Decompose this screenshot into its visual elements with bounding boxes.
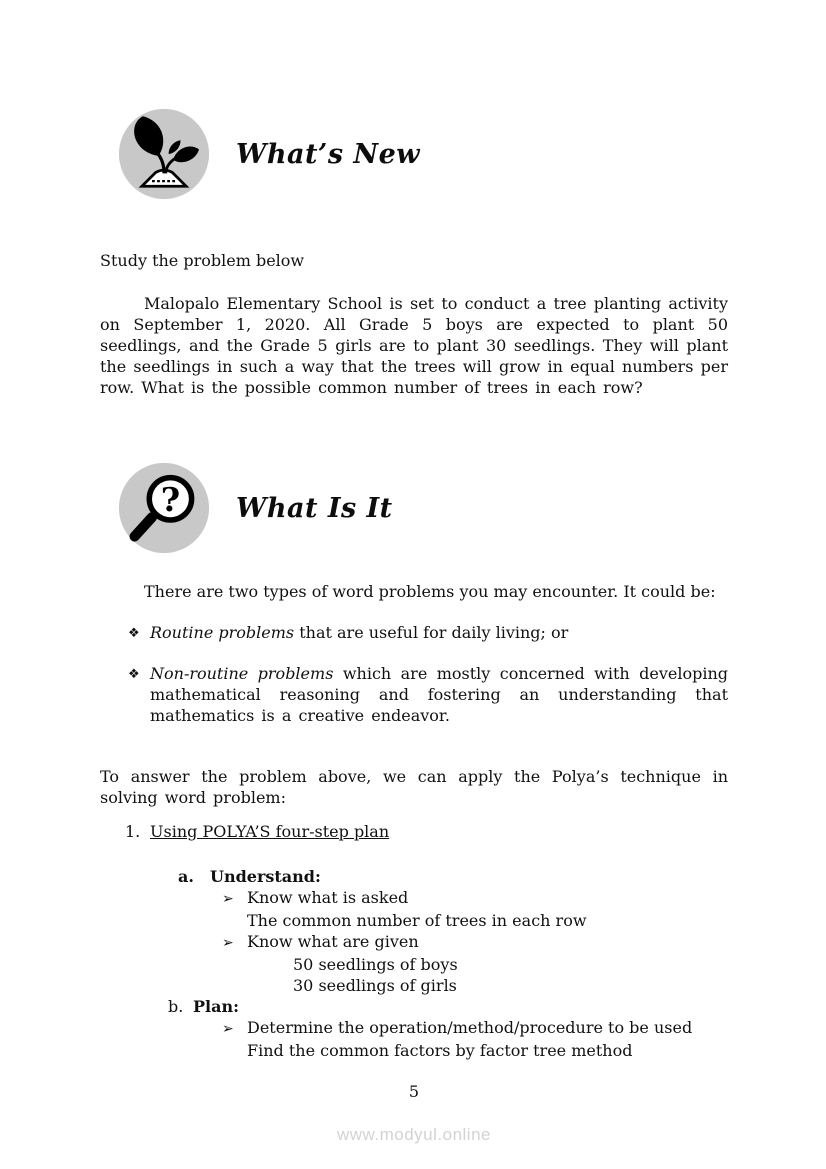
outline-title-plan: Plan: xyxy=(193,997,240,1016)
polya-paragraph: To answer the problem above, we can apply the Polya’s technique in solving word problem: xyxy=(100,767,728,807)
outline-given-line: 50 seedlings of boys xyxy=(293,955,458,974)
outline-label-a: a. xyxy=(178,867,194,886)
what-is-it-section-header xyxy=(118,462,728,554)
whats-new-section-header xyxy=(118,108,728,200)
watermark: www.modyul.online xyxy=(336,1125,491,1144)
page-number: 5 xyxy=(408,1082,420,1101)
bullet-lead: Routine problems xyxy=(150,623,295,642)
diamond-bullet-icon: ❖ xyxy=(128,667,140,682)
outline-title-understand: Understand: xyxy=(210,867,321,886)
arrow-bullet-icon: ➢ xyxy=(222,935,234,951)
item-number: 1. xyxy=(125,822,141,841)
outline-item-sub: The common number of trees in each row xyxy=(247,911,587,930)
problem-types-list xyxy=(100,622,728,726)
intro-line: There are two types of word problems you may encounter. It could be: xyxy=(144,582,716,601)
outline-given-line: 30 seedlings of girls xyxy=(293,976,457,995)
magnifier-question-icon xyxy=(118,462,210,554)
outline-item-text: Know what are given xyxy=(247,932,419,951)
list-item-non-routine xyxy=(100,663,728,726)
outline-item-text: Determine the operation/method/procedure to be used xyxy=(247,1018,693,1037)
list-item-routine xyxy=(100,622,728,643)
polya-outline xyxy=(100,866,728,1061)
outline-item-text: Know what is asked xyxy=(247,888,409,907)
outline-understand-header xyxy=(100,866,728,887)
outline-item xyxy=(100,931,728,954)
bullet-rest: that are useful for daily living; or xyxy=(294,623,569,642)
outline-label-b: b. xyxy=(168,997,184,1016)
diamond-bullet-icon: ❖ xyxy=(128,626,140,641)
bullet-rest: which are mostly concerned with developing mathematical reasoning and fostering an understanding that mathematics is a creative endeavor. xyxy=(150,664,728,725)
seedling-icon xyxy=(118,108,210,200)
study-line: Study the problem below xyxy=(100,251,305,270)
svg-text:?: ? xyxy=(160,479,181,519)
bullet-lead: Non-routine problems xyxy=(150,664,334,683)
outline-item xyxy=(100,1017,728,1040)
outline-item-sub: Find the common factors by factor tree method xyxy=(247,1041,633,1060)
outline-plan-header xyxy=(100,996,728,1017)
what-is-it-title: What Is It xyxy=(236,492,393,524)
problem-paragraph: Malopalo Elementary School is set to conduct a tree planting activity on September 1, 2020. All Grade 5 boys are expected to plant 50 seedlings, and the Grade 5 girls are to plant 30 seedlings. They will plant the seedlings in such a way that the trees will grow in equal numbers per row. What is the possible common number of trees in each row? xyxy=(100,294,728,397)
polya-plan-item xyxy=(100,821,728,842)
outline-item xyxy=(100,887,728,910)
whats-new-title: What’s New xyxy=(236,138,421,170)
arrow-bullet-icon: ➢ xyxy=(222,891,234,907)
polya-plan-heading: Using POLYA’S four-step plan xyxy=(150,822,390,841)
arrow-bullet-icon: ➢ xyxy=(222,1021,234,1037)
